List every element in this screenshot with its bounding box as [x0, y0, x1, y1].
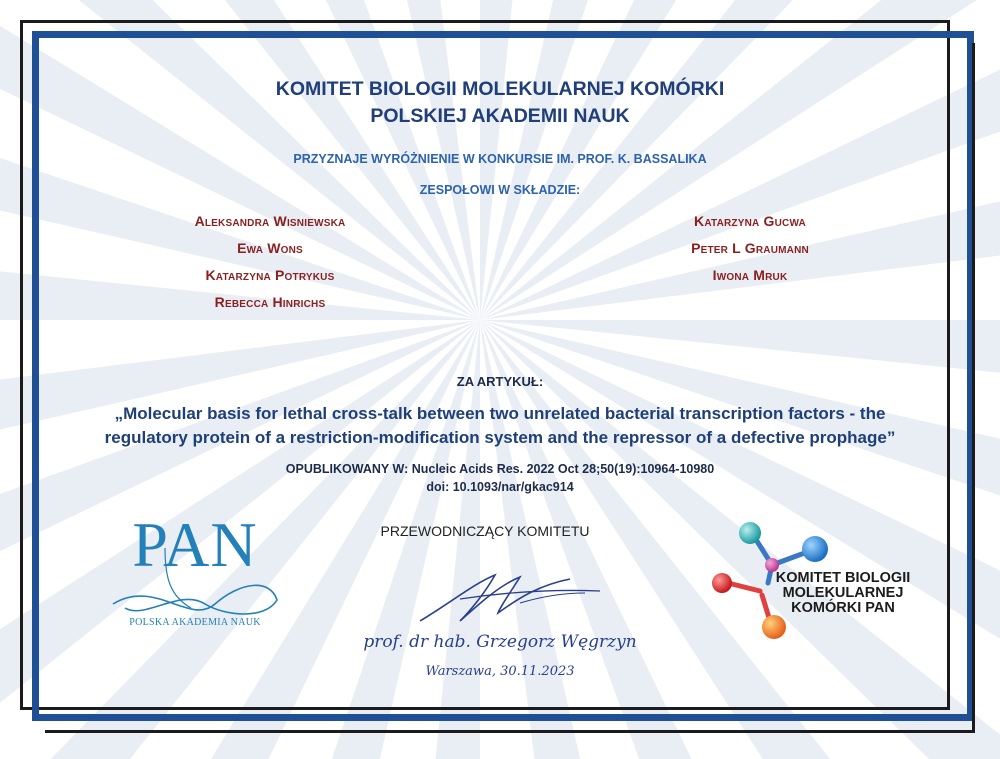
committee-title	[0, 76, 1000, 130]
article-label: ZA ARTYKUŁ:	[456, 374, 544, 389]
award-statement: PRZYZNAJE WYRÓŻNIENIE W KONKURSIE IM. PROF. K. BASSALIKA	[293, 152, 707, 166]
pan-logo-subtitle: POLSKA AKADEMIA NAUK	[129, 617, 261, 628]
team-member: Aleksandra Wisniewska	[194, 213, 346, 229]
chair-title: PRZEWODNICZĄCY KOMITETU	[380, 523, 590, 539]
kbmk-logo-text	[758, 571, 928, 616]
kbmk-logo-line2: MOLEKULARNEJ	[782, 585, 904, 601]
team-member: Ewa Wons	[237, 240, 303, 256]
publication-info	[0, 460, 1000, 496]
publication-doi: doi: 10.1093/nar/gkac914	[426, 480, 574, 494]
team-member: Katarzyna Potrykus	[205, 267, 335, 283]
team-member: Rebecca Hinrichs	[214, 294, 326, 310]
committee-title-line1: KOMITET BIOLOGII MOLEKULARNEJ KOMÓRKI	[275, 78, 725, 100]
team-member: Iwona Mruk	[712, 267, 788, 283]
kbmk-logo	[700, 513, 940, 648]
team-member: Peter L Graumann	[691, 240, 809, 256]
signer-name: prof. dr hab. Grzegorz Węgrzyn	[363, 632, 637, 652]
team-names-right	[620, 208, 880, 289]
place-date: Warszawa, 30.11.2023	[425, 664, 575, 679]
pan-logo-letters: PAN	[132, 509, 258, 580]
team-member: Katarzyna Gucwa	[694, 213, 806, 229]
team-names-left	[140, 208, 400, 316]
handwritten-signature	[400, 563, 620, 633]
article-title-line2: regulatory protein of a restriction-modification system and the repressor of a defective prophage”	[104, 428, 896, 447]
pan-logo	[95, 508, 295, 638]
committee-title-line2: POLSKIEJ AKADEMII NAUK	[370, 105, 630, 127]
team-heading: ZESPOŁOWI W SKŁADZIE:	[419, 183, 581, 197]
article-title-line1: „Molecular basis for lethal cross-talk between two unrelated bacterial transcription factors - the	[114, 404, 886, 423]
article-title	[0, 402, 1000, 450]
kbmk-logo-line3: KOMÓRKI PAN	[791, 600, 895, 616]
kbmk-logo-line1: KOMITET BIOLOGII	[775, 570, 911, 586]
publication-reference: OPUBLIKOWANY W: Nucleic Acids Res. 2022 Oct 28;50(19):10964-10980	[285, 462, 715, 476]
